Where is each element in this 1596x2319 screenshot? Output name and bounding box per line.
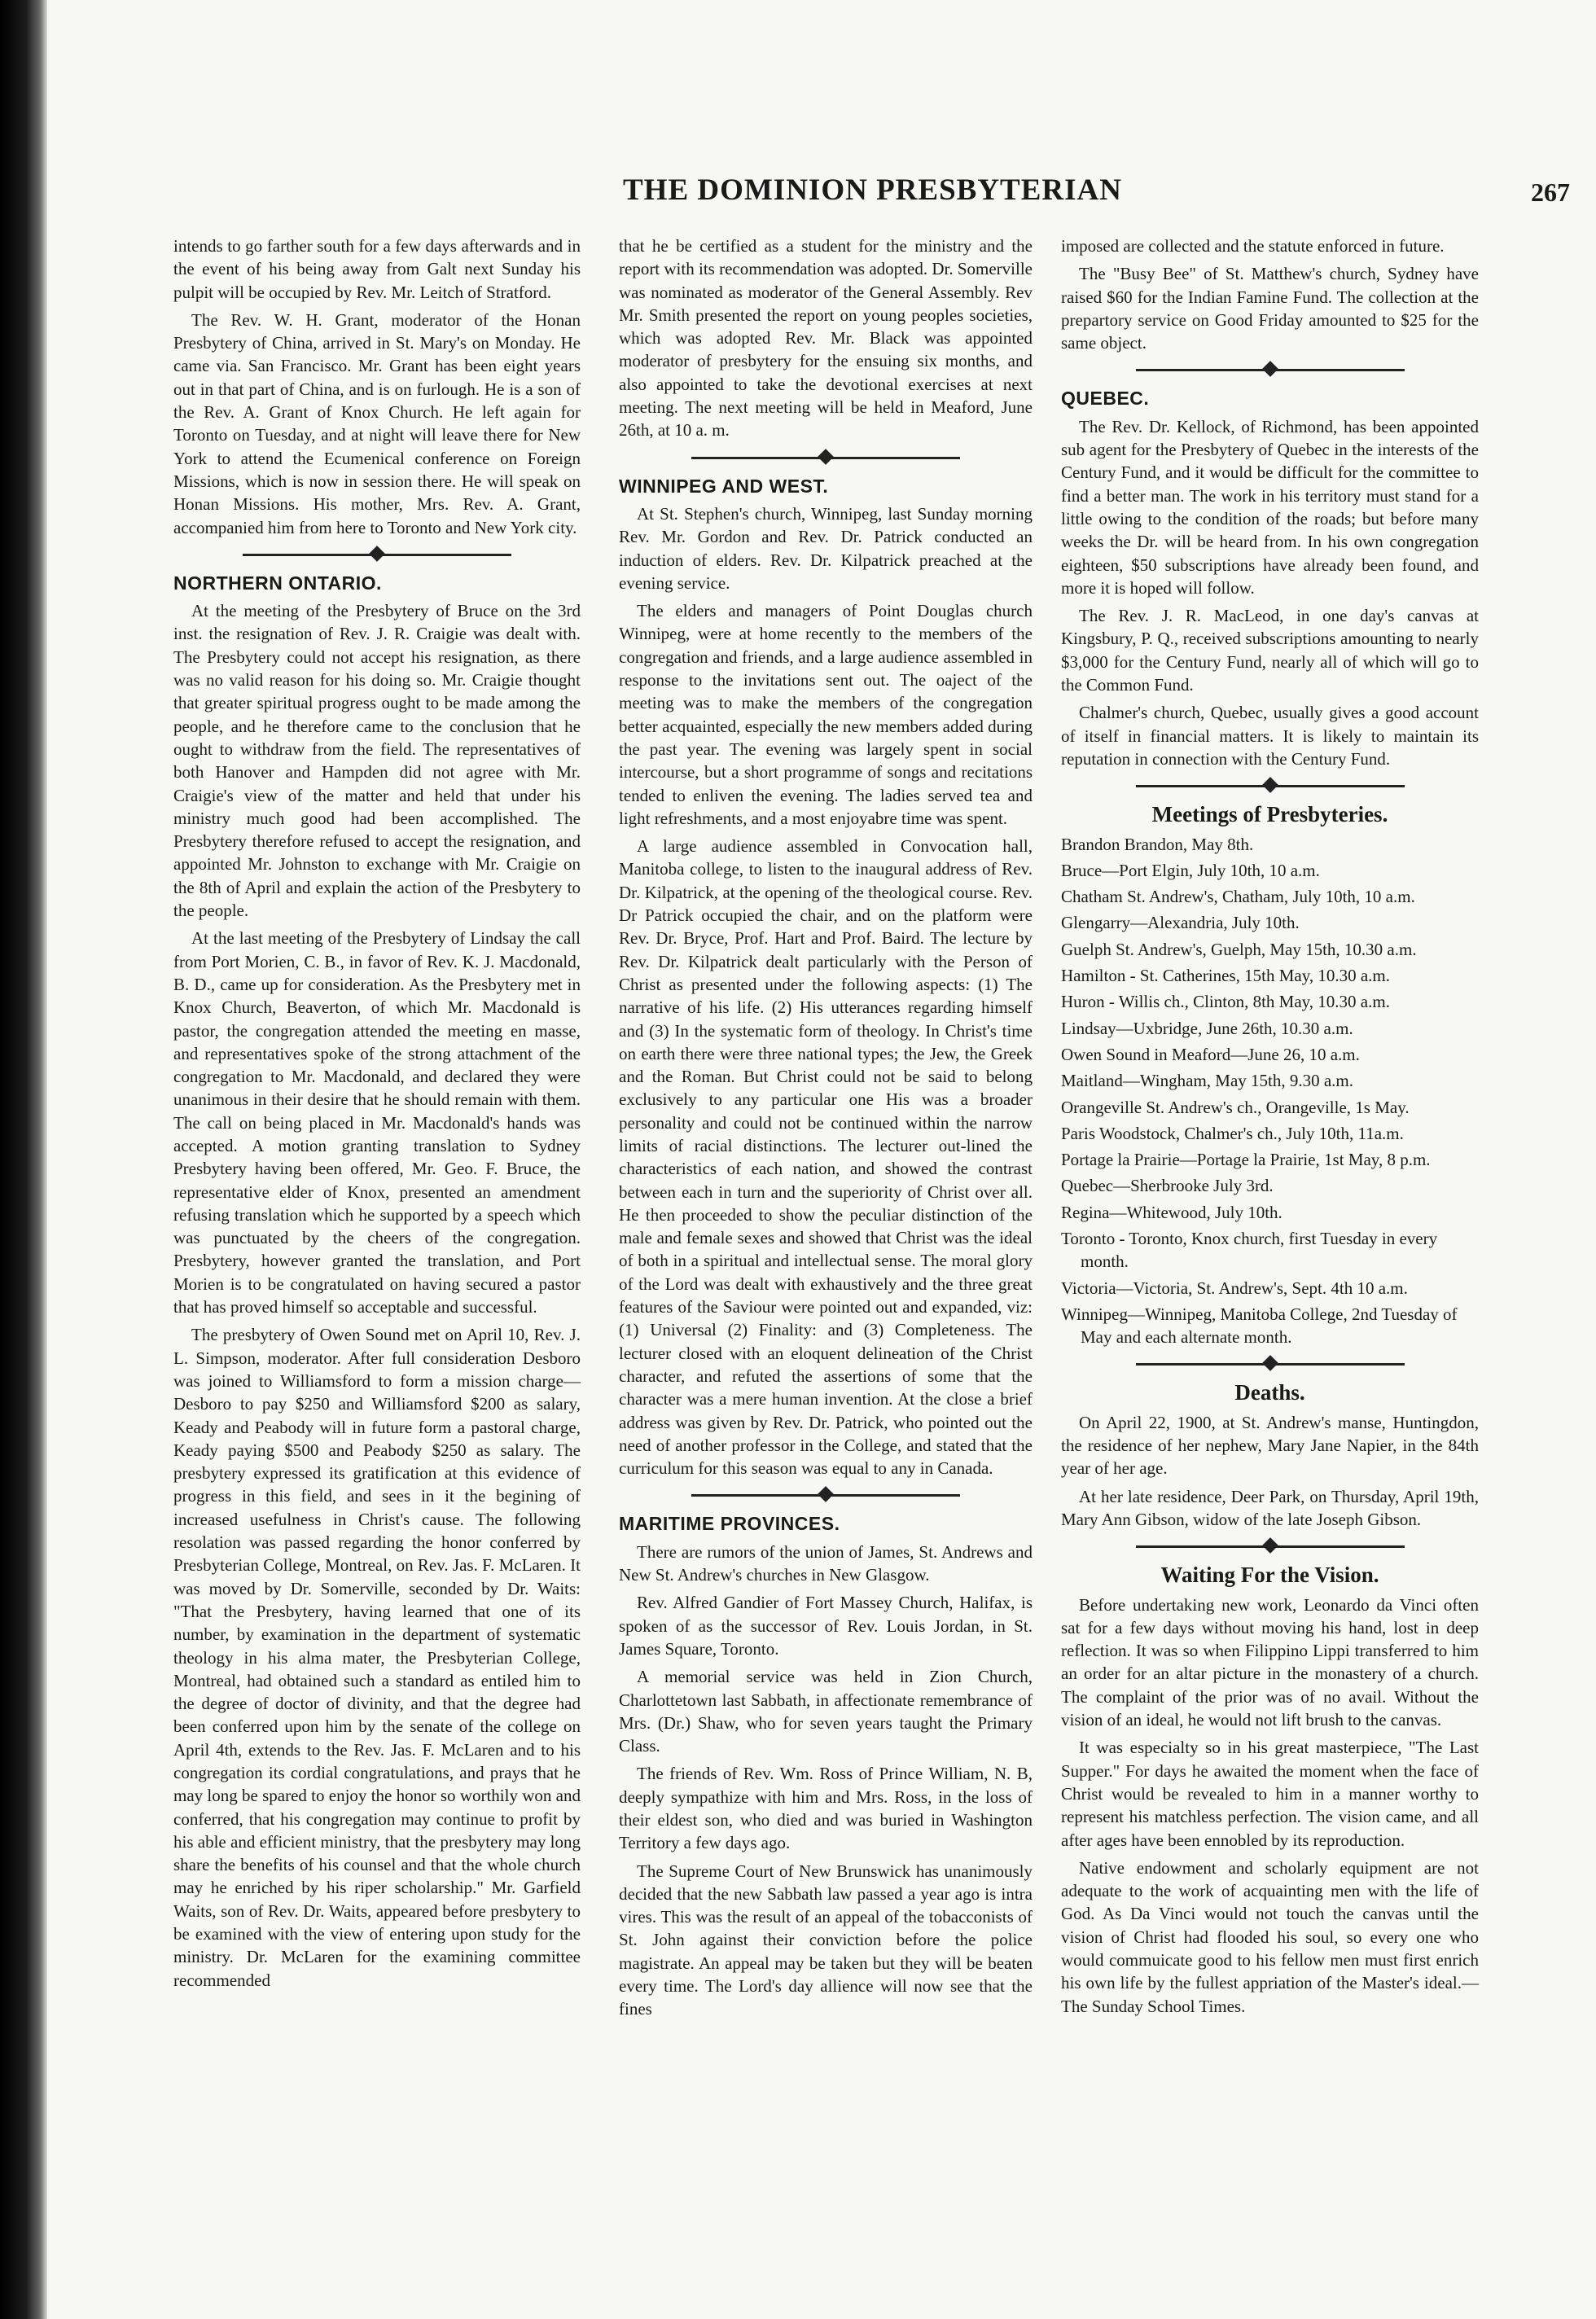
paragraph: The Supreme Court of New Brunswick has unanimously decided that the new Sabbath law passed a year ago is intra vires. This was the result of an appeal of the tobacconists of St. John against their conviction before the police magistrate. An appeal may be taken but they will be beaten every time. The Lord's day allience will now see that the fines — [619, 1861, 1033, 2019]
paragraph: intends to go farther south for a few days afterwards and in the event of his being away from Galt next Sunday his pulpit will be occupied by Rev. Mr. Leitch of Stratford. — [173, 236, 581, 302]
section-divider — [1136, 1355, 1405, 1373]
paragraph: At her late residence, Deer Park, on Thursday, April 19th, Mary Ann Gibson, widow of the late Joseph Gibson. — [1061, 1486, 1479, 1529]
deaths-title: Deaths. — [1234, 1380, 1305, 1405]
list-item: Hamilton - St. Catherines, 15th May, 10.30 a.m. — [1061, 966, 1391, 986]
paragraph: Rev. Alfred Gandier of Fort Massey Church, Halifax, is spoken of as the successor of Rev. Louis Jordan, in St. James Square, Toronto. — [619, 1593, 1033, 1659]
section-heading-quebec: QUEBEC. — [1061, 388, 1150, 410]
section-heading-winnipeg-and-west: WINNIPEG AND WEST. — [619, 475, 829, 497]
list-item: Lindsay—Uxbridge, June 26th, 10.30 a.m. — [1061, 1018, 1353, 1038]
section-heading-northern-ontario: NORTHERN ONTARIO. — [173, 572, 382, 594]
scan-binding-edge — [0, 0, 47, 2319]
paragraph: imposed are collected and the statute enforced in future. — [1061, 236, 1445, 256]
paragraph: Native endowment and scholarly equipment are not adequate to the work of acquainting men with the life of God. As Da Vinci would not touch the canvas until the vision of Christ had flooded his soul, so every one who would commuicate good to his fellow men must first enrich his own life by the fullest appriation of the Master's ideal.—The Sunday School Times. — [1061, 1857, 1479, 2016]
section-divider — [1136, 361, 1405, 379]
list-item: Quebec—Sherbrooke July 3rd. — [1061, 1176, 1274, 1196]
list-item: Guelph St. Andrew's, Guelph, May 15th, 10.30 a.m. — [1061, 939, 1417, 959]
list-item: Portage la Prairie—Portage la Prairie, 1st May, 8 p.m. — [1061, 1150, 1431, 1170]
list-item: Brandon Brandon, May 8th. — [1061, 834, 1254, 854]
list-item: Glengarry—Alexandria, July 10th. — [1061, 913, 1300, 933]
list-item: Chatham St. Andrew's, Chatham, July 10th, 10 a.m. — [1061, 887, 1415, 907]
section-divider — [691, 449, 960, 467]
page-header — [81, 173, 1596, 221]
meetings-list — [1061, 833, 1479, 1349]
paragraph: The friends of Rev. Wm. Ross of Prince William, N. B, deeply sympathize with him and Mrs. Ross, in the loss of their eldest son, who died and was buried in Washington Territory a few days ago. — [619, 1764, 1033, 1853]
paragraph: The Rev. W. H. Grant, moderator of the Honan Presbytery of China, arrived in St. Mary's on Monday. He came via. San Francisco. Mr. Grant has been eight years out in that part of China, and is on furlough. He is a son of the Rev. A. Grant of Knox Church. He left again for Toronto on Tuesday, and at night will leave there for New York to attend the Ecumenical conference on Foreign Missions, which is now in session there. He will speak on Honan Missions. His mother, Mrs. Rev. A. Grant, accompanied him from here to Toronto and New York city. — [173, 309, 581, 537]
list-item: Paris Woodstock, Chalmer's ch., July 10th, 11a.m. — [1061, 1123, 1404, 1143]
section-divider — [691, 1486, 960, 1504]
masthead-title: THE DOMINION PRESBYTERIAN — [623, 173, 1122, 207]
column-2 — [619, 235, 1033, 2026]
paragraph: A large audience assembled in Convocation hall, Manitoba college, to listen to the inaugural address of Rev. Dr. Kilpatrick, at the opening of the theological course. Rev. Dr Patrick occupied the chair, and on the platform were Rev. Dr. Bryce, Prof. Hart and Prof. Baird. The lecture by Rev. Dr. Kilpatrick dealt particularly with the Person of Christ as presented under the following aspects: (1) The narrative of his life. (2) His utterances regarding himself and (3) In the systematic form of theology. In Christ's time on earth there were three national types; the Jew, the Greek and the Roman. But Christ could not be said to belong exclusively to any particular one His was a broader personality and could not be continued within the narrow limits of racial distinctions. The lecturer out-lined the characteristics of each nation, and showed the contrast between each in turn and the superiority of Christ over all. He then proceeded to show the peculiar distinction of the male and female sexes and showed that Christ was the ideal of both in a spiritual and intellectual sense. The moral glory of the Lord was dealt with exhaustively and the three great features of the Saviour were pointed out and expanded, viz: (1) Universal (2) Finality: and (3) Completeness. The lecturer closed with an eloquent delineation of the Christ character, and refuted the assertions of some that the character was a mere human invention. At the close a brief address was given by Rev. Dr. Patrick, who pointed out the need of another professor in the College, and stated that the curriculum for this season was equal to any in Canada. — [619, 836, 1033, 1479]
paragraph: Chalmer's church, Quebec, usually gives a good account of itself in financial matters. It is likely to maintain its reputation in connection with the Century Fund. — [1061, 703, 1479, 769]
column-1 — [173, 235, 581, 1997]
list-item: Regina—Whitewood, July 10th. — [1061, 1202, 1282, 1222]
list-item: Winnipeg—Winnipeg, Manitoba College, 2nd Tuesday of May and each alternate month. — [1061, 1304, 1458, 1348]
paragraph: The "Busy Bee" of St. Matthew's church, Sydney have raised $60 for the Indian Famine Fund. The collection at the prepartory service on Good Friday amounted to $25 for the same object. — [1061, 264, 1479, 353]
vision-title: Waiting For the Vision. — [1160, 1563, 1379, 1588]
section-divider — [1136, 777, 1405, 795]
paragraph: The elders and managers of Point Douglas church Winnipeg, were at home recently to the members of the congregation and friends, and a large audience assembled in response to the invitations sent out. The oaject of the meeting was to make the members of the congregation better acquainted, especially the new members added during the past year. The evening was largely spent in social intercourse, but a short programme of songs and recitations tended to enliven the evening. The ladies served tea and light refreshments, and a most enjoyabre time was spent. — [619, 601, 1033, 828]
paragraph: At St. Stephen's church, Winnipeg, last Sunday morning Rev. Mr. Gordon and Rev. Dr. Patrick conducted an induction of elders. Rev. Dr. Kilpatrick preached at the evening service. — [619, 503, 1033, 593]
list-item: Owen Sound in Meaford—June 26, 10 a.m. — [1061, 1044, 1360, 1064]
section-divider — [243, 546, 511, 563]
paragraph: At the last meeting of the Presbytery of Lindsay the call from Port Morien, C. B., in favor of Rev. K. J. Macdonald, B. D., came up for consideration. As the Presbytery met in Knox Church, Beaverton, of which Mr. Macdonald is pastor, the congregation attended the meeting en masse, and representatives spoke of the strong attachment of the congregation to Mr. Macdonald, and declared they were unanimous in their desire that he should remain with them. The call on being placed in Mr. Macdonald's hands was accepted. A motion granting translation to Sydney Presbytery having been offered, Mr. Geo. F. Bruce, the representative elder of Knox, presented an amendment refusing translation which he supported by a speech which was punctuated by the cheers of the congregation. Presbytery, however granted the translation, and Port Morien is to be congratulated on having secured a pastor that has proved himself so acceptable and successful. — [173, 928, 581, 1317]
paragraph: On April 22, 1900, at St. Andrew's manse, Huntingdon, the residence of her nephew, Mary Jane Napier, in the 84th year of her age. — [1061, 1412, 1479, 1479]
paragraph: that he be certified as a student for the ministry and the report with its recommendation was adopted. Dr. Somerville was nominated as moderator of the General Assembly. Rev Mr. Smith presented the report on young peoples societies, which was adopted Rev. Mr. Black was appointed moderator of presbytery for the ensuing six months, and also appointed to take the devotional exercises at next meeting. The next meeting will be held in Meaford, June 26th, at 10 a. m. — [619, 236, 1033, 441]
list-item: Bruce—Port Elgin, July 10th, 10 a.m. — [1061, 860, 1320, 880]
paragraph: The Rev. J. R. MacLeod, in one day's canvas at Kingsbury, P. Q., received subscriptions amounting to nearly $3,000 for the Century Fund, nearly all of which will go to the Common Fund. — [1061, 606, 1479, 695]
list-item: Orangeville St. Andrew's ch., Orangeville, 1s May. — [1061, 1097, 1410, 1117]
paragraph: The presbytery of Owen Sound met on April 10, Rev. J. L. Simpson, moderator. After full consideration Desboro was joined to Williamsford to form a mission charge—Desboro to pay $250 and Williamsford $200 as salary, Keady and Peabody will in future form a pastoral charge, Keady paying $500 and Peabody $250 as salary. The presbytery expressed its gratification at this evidence of progress in this field, and sees in it the begining of increased usefulness in Christ's cause. The following resolation was passed regarding the honor conferred by Presbyterian College, Montreal, on Rev. Jas. F. McLaren. It was moved by Dr. Somerville, seconded by Dr. Waits: "That the Presbytery, having learned that one of its number, by examination in the department of systematic theology in his alma mater, the Presbyterian College, Montreal, had obtained such a standard as entiled him to the degree of doctor of divinity, and that the degree had been conferred upon him by the senate of the college on April 4th, extends to the Rev. Jas. F. McLaren and to his congregation its cordial congratulations, and prays that he may long be spared to enjoy the honor so worthily won and conferred, that his congregation may continue to profit by his able and efficient ministry, that the presbytery may long share the benefits of his counsel and that the whole church may he enriched by his riper scholarship." Mr. Garfield Waits, son of Rev. Dr. Waits, appeared before presbytery to be examined with the view of entering upon study for the ministry. Dr. McLaren for the examining committee recommended — [173, 1325, 581, 1990]
section-divider — [1136, 1537, 1405, 1555]
paragraph: Before undertaking new work, Leonardo da Vinci often sat for a few days without moving his hand, lost in deep reflection. It was so when Filippino Lippi transferred to him an order for an altar picture in the monastery of a church. The complaint of the prior was of no avail. Without the vision of an ideal, he would not lift brush to the canvas. — [1061, 1594, 1479, 1730]
meetings-title: Meetings of Presbyteries. — [1151, 802, 1388, 827]
paragraph: It was especialty so in his great masterpiece, "The Last Supper." For days he awaited the moment when the face of Christ would be revealed to him in a manner worthy to represent his matchless perfection. The vision came, and all after ages have been ennobled by its reproduction. — [1061, 1738, 1479, 1850]
list-item: Maitland—Wingham, May 15th, 9.30 a.m. — [1061, 1071, 1354, 1091]
list-item: Huron - Willis ch., Clinton, 8th May, 10.30 a.m. — [1061, 992, 1390, 1012]
paragraph: The Rev. Dr. Kellock, of Richmond, has been appointed sub agent for the Presbytery of Quebec in the interests of the Century Fund, and it would be difficult for the committee to find a better man. The work in his territory must stand for a little owing to the condition of the roads; but before many weeks the Dr. will be heard from. In his own congregation eighteen, $50 subscriptions have already been found, and more it is hoped will follow. — [1061, 416, 1479, 598]
paragraph: A memorial service was held in Zion Church, Charlottetown last Sabbath, in affectionate remembrance of Mrs. (Dr.) Shaw, who for seven years taught the Primary Class. — [619, 1667, 1033, 1756]
paragraph: There are rumors of the union of James, St. Andrews and New St. Andrew's churches in New Glasgow. — [619, 1541, 1033, 1585]
section-heading-maritime-provinces: MARITIME PROVINCES. — [619, 1513, 840, 1535]
list-item: Victoria—Victoria, St. Andrew's, Sept. 4th 10 a.m. — [1061, 1278, 1408, 1298]
list-item: Toronto - Toronto, Knox church, first Tuesday in every month. — [1061, 1228, 1438, 1272]
paragraph: At the meeting of the Presbytery of Bruce on the 3rd inst. the resignation of Rev. J. R. Craigie was dealt with. The Presbytery could not accept his resignation, as there was no valid reason for his doing so. Mr. Craigie thought that greater spiritual progress ought to be made among the people, and he therefore came to the conclusion that he ought to withdraw from the field. The representatives of both Hanover and Hampden did not agree with Mr. Craigie's view of the matter and held that under his ministry much good had been accomplished. The Presbytery therefore refused to accept the resignation, and appointed Mr. Johnston to exchange with Mr. Craigie on the 8th of April and explain the action of the Presbytery to the people. — [173, 601, 581, 921]
page-number: 267 — [1531, 178, 1570, 207]
column-3 — [1061, 235, 1479, 2023]
